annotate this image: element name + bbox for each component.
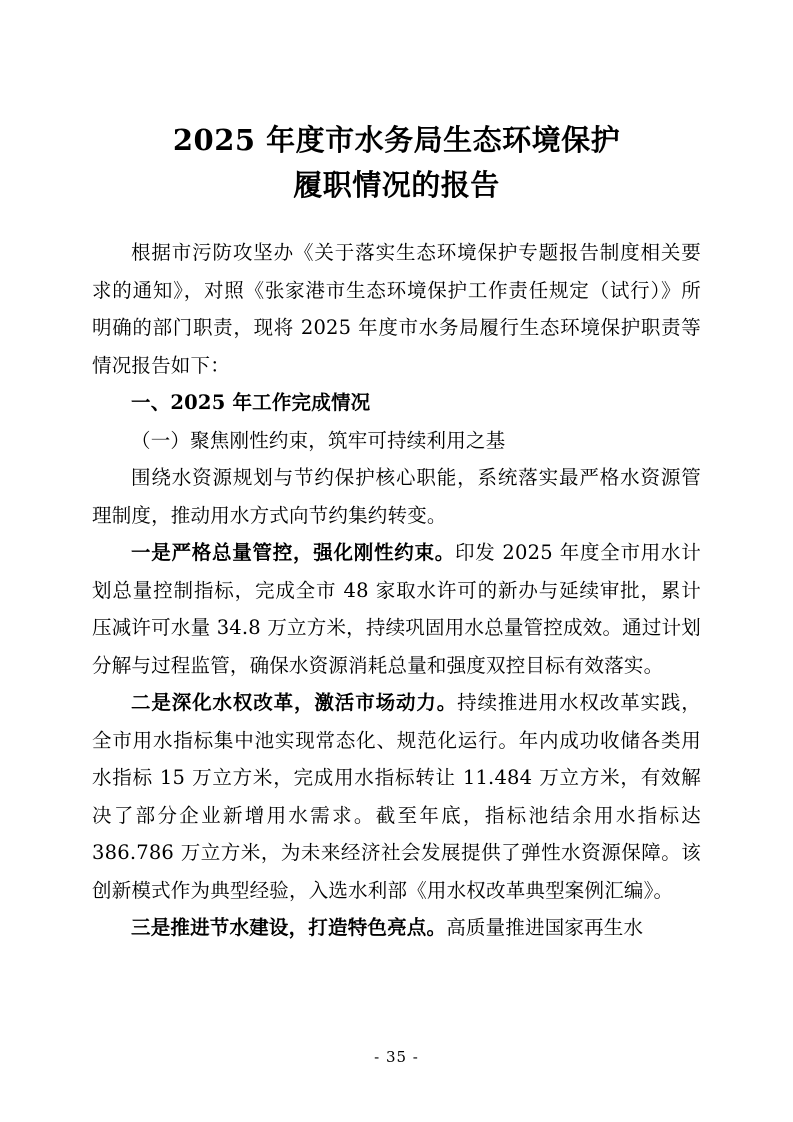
text-run-bold: 三是推进节水建设，打造特色亮点。 [131,916,447,939]
paragraph-point-three [92,909,701,947]
paragraph-intro [92,234,701,384]
paragraph-point-two [92,684,701,909]
paragraph-point-one [92,534,701,684]
page-title [92,118,701,208]
text-run: 持续推进用水权改革实践，全市用水指标集中池实现常态化、规范化运行。年内成功收储各类用水指标 15 万立方米，完成用水指标转让 11.484 万立方米，有效解决了部分企业新增用水需求。截至年底，指标池结余用水指标达 386.786 万立方米，为未来经济社会发展提供了弹性水资源保障。该创新模式作为典型经验，入选水利部《用水权改革典型案例汇编》。 [92,691,702,902]
text-run: 根据市污防攻坚办《关于落实生态环境保护专题报告制度相关要求的通知》，对照《张家港市生态环境保护工作责任规定（试行）》所明确的部门职责，现将 2025 年度市水务局履行生态环境保护职责等情况报告如下： [92,241,701,377]
paragraph-overview [92,459,701,534]
document-body [92,234,701,947]
page-title-line-2: 履职情况的报告 [293,168,500,202]
text-run: （一）聚焦刚性约束，筑牢可持续利用之基 [131,428,506,452]
text-run: 印发 2025 年度全市用水计划总量控制指标，完成全市 48 家取水许可的新办与延续审批，累计压减许可水量 34.8 万立方米，持续巩固用水总量管控成效。通过计划分解与过程监管，确保水资源消耗总量和强度双控目标有效落实。 [92,541,701,677]
page-title-line-1: 2025 年度市水务局生态环境保护 [172,123,621,157]
page-number: - 35 - [374,1048,419,1066]
text-run-bold: 二是深化水权改革，激活市场动力。 [131,691,458,714]
text-run-bold: 一、2025 年工作完成情况 [131,391,371,414]
text-run-bold: 一是严格总量管控，强化刚性约束。 [131,541,455,564]
text-run: 高质量推进国家再生水 [446,916,644,939]
text-run: 围绕水资源规划与节约保护核心职能，系统落实最严格水资源管理制度，推动用水方式向节约集约转变。 [92,466,701,527]
paragraph-subsection-one [92,422,701,460]
paragraph-section-one [92,384,701,422]
